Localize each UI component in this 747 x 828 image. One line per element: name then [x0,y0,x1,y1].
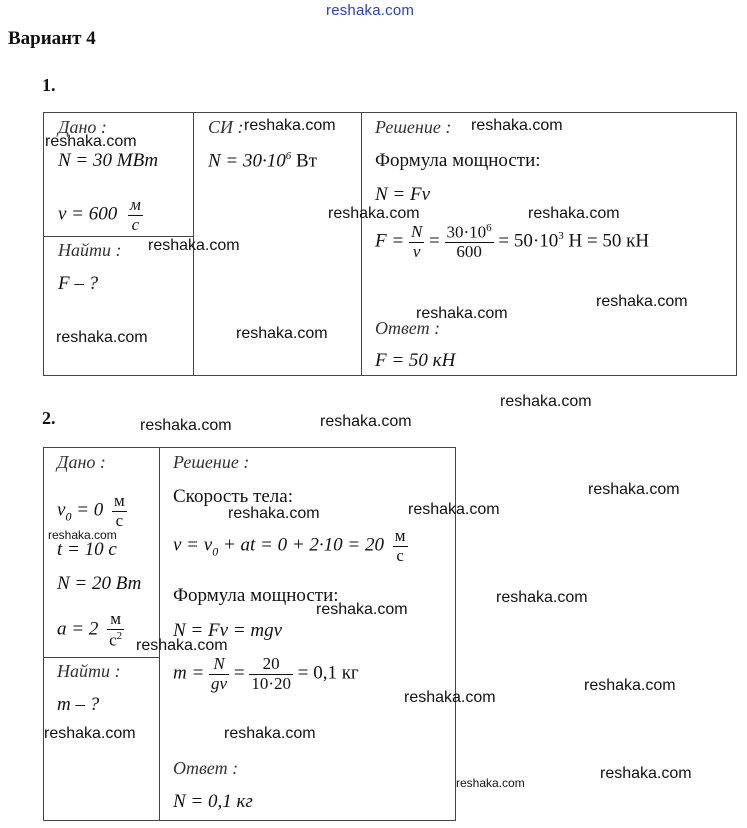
watermark: reshaka.com [416,305,508,322]
watermark: reshaka.com [236,325,328,342]
task2-given-v0: $v_0 = 0$ $\frac{м}{с}$ [57,491,125,530]
task2-formula: N = Fv = mgv [173,620,283,641]
task2-reshenie-label: Решение : [173,452,250,472]
task2-divider [159,447,160,821]
watermark: reshaka.com [140,417,232,434]
watermark: reshaka.com [56,329,148,346]
task1-si-label: СИ : [208,117,244,137]
watermark: reshaka.com [500,393,592,410]
task2-dano-label: Дано : [57,452,106,472]
task2-answer: N = 0,1 кг [173,791,253,812]
task1-find: F – ? [58,273,99,294]
watermark: reshaka.com [496,589,588,606]
watermark: reshaka.com [596,293,688,310]
task1-naiti-label: Найти : [58,240,122,260]
watermark: reshaka.com [44,725,136,742]
watermark: reshaka.com [528,205,620,222]
watermark: reshaka.com [600,765,692,782]
task1-reshenie-label: Решение : [375,117,452,137]
watermark: reshaka.com [328,205,420,222]
task1-number: 1. [42,75,56,95]
watermark: reshaka.com [588,481,680,498]
watermark: reshaka.com [408,501,500,518]
watermark-small: reshaka.com [456,776,525,790]
task2-formula-title: Формула мощности: [173,585,339,606]
task2-number: 2. [42,408,56,428]
task2-given-divider [43,657,160,658]
task2-naiti-label: Найти : [57,661,121,681]
task1-dano-label: Дано : [58,117,107,137]
watermark: reshaka.com [320,413,412,430]
task1-given-v: v = 600 $\frac{м}{с}$ [58,195,141,234]
watermark: reshaka.com [228,505,320,522]
task1-answer: F = 50 кН [375,350,456,371]
top-watermark-link[interactable]: reshaka.com [326,2,415,19]
task1-formula-title: Формула мощности: [375,150,541,171]
task2-given-t: t = 10 с [57,539,117,560]
watermark: reshaka.com [148,237,240,254]
watermark: reshaka.com [45,133,137,150]
task1-otvet-label: Ответ : [375,318,441,338]
watermark: reshaka.com [404,689,496,706]
task1-formula: N = Fv [375,184,431,205]
watermark: reshaka.com [244,117,336,134]
watermark: reshaka.com [136,637,228,654]
task2-calc: m = $\frac{N}{gv}$ = $\frac{20}{10\cdot 20}$ = 0,1 кг [173,654,359,693]
task1-given-N: N = 30 МВт [58,150,159,171]
task2-speed-eq: $v = v_0$ + at = 0 + 2·10 = 20 $\frac{м}{с}$ [173,526,406,565]
watermark: reshaka.com [224,725,316,742]
task2-find: m – ? [57,694,100,715]
watermark-small: reshaka.com [48,528,117,542]
task2-given-a: a = 2 $\frac{м}{с^2}$ [57,609,123,650]
watermark: reshaka.com [471,117,563,134]
task1-si-N: $N = 30\cdot 10^6$ Вт [208,150,317,172]
watermark: reshaka.com [584,677,676,694]
task1-calc: F = $\frac{N}{v}$ = $\frac{30\cdot 10^6}{600}$ = $50\cdot 10^3$ Н = 50 кН [375,221,650,262]
task1-divider-2 [361,112,362,376]
task2-given-N: N = 20 Вт [57,573,142,594]
task2-otvet-label: Ответ : [173,758,239,778]
variant-title: Вариант 4 [8,28,96,49]
task2-speed-title: Скорость тела: [173,486,293,507]
watermark: reshaka.com [316,601,408,618]
